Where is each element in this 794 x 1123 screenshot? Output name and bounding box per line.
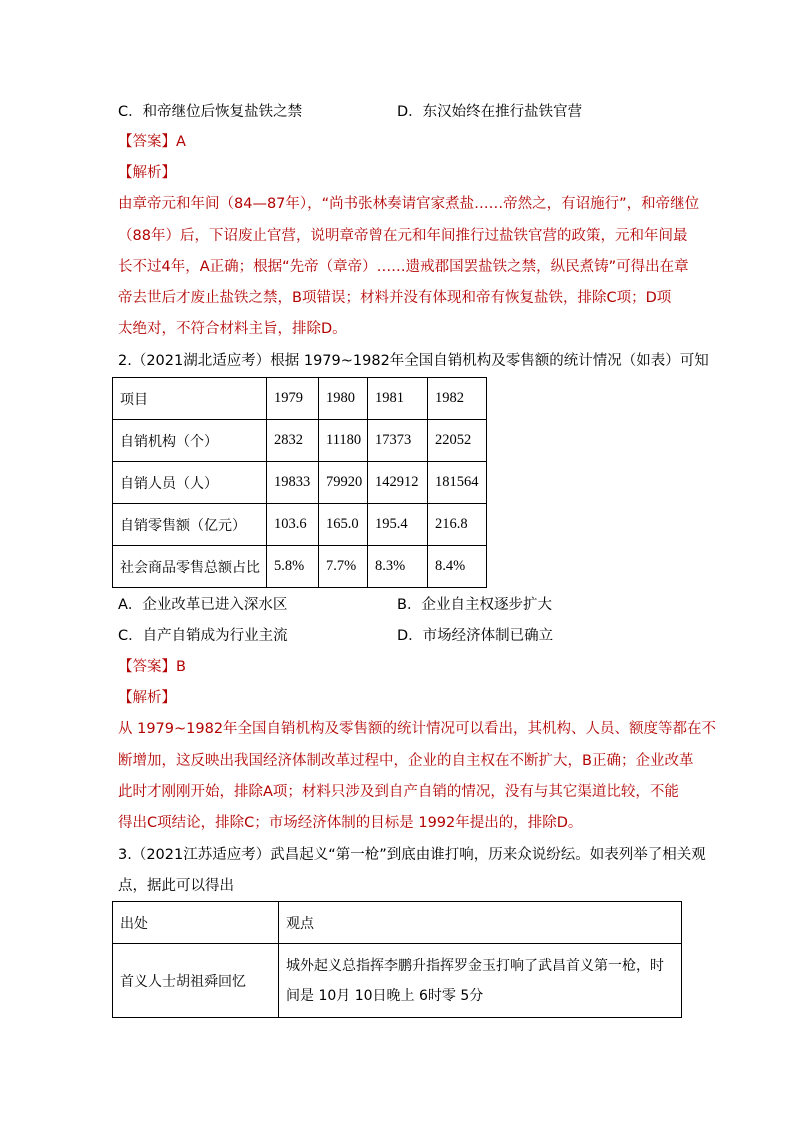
table-cell (279, 944, 682, 1018)
table-cell: 8.3% (368, 546, 428, 588)
table-cell: 自销人员（人） (113, 462, 267, 504)
q2-analysis-line: 此时才刚刚开始，排除A项；材料只涉及到自产自销的情况，没有与其它渠道比较，不能 (118, 784, 679, 800)
table-header-row (113, 378, 487, 420)
q2-table (112, 377, 487, 588)
q2-analysis-line: 从 1979~1982年全国自销机构及零售额的统计情况可以看出，其机构、人员、额度等都在不 (118, 721, 717, 737)
table-cell: 19833 (267, 462, 319, 504)
table-cell-line: 间是 10月 10日晚上 6时零 5分 (286, 987, 484, 1004)
q2-option-c: C．自产自销成为行业主流 (118, 628, 288, 644)
table-cell: 项目 (113, 378, 267, 420)
answer-value: B (176, 659, 186, 675)
table-cell: 17373 (368, 420, 428, 462)
table-header-row (113, 902, 682, 944)
table-cell-line: 城外起义总指挥李鹏升指挥罗金玉打响了武昌首义第一枪，时 (286, 957, 664, 974)
q1-option-c: C．和帝继位后恢复盐铁之禁 (118, 104, 303, 120)
table-cell: 首义人士胡祖舜回忆 (113, 944, 279, 1018)
table-cell: 181564 (428, 462, 487, 504)
table-cell: 103.6 (267, 504, 319, 546)
q3-stem-line: 点，据此可以得出 (118, 878, 234, 894)
table-cell: 79920 (319, 462, 368, 504)
table-row (113, 504, 487, 546)
table-cell: 22052 (428, 420, 487, 462)
table-cell: 142912 (368, 462, 428, 504)
table-row (113, 462, 487, 504)
table-cell: 观点 (279, 902, 682, 944)
table-row (113, 420, 487, 462)
table-cell: 自销零售额（亿元） (113, 504, 267, 546)
q1-analysis-label: 【解析】 (118, 165, 176, 181)
q1-answer (118, 132, 186, 152)
q2-answer (118, 657, 186, 677)
table-cell: 1982 (428, 378, 487, 420)
table-cell: 195.4 (368, 504, 428, 546)
q3-table (112, 901, 682, 1018)
q2-option-a: A．企业改革已进入深水区 (118, 597, 288, 613)
table-cell: 11180 (319, 420, 368, 462)
q2-option-d: D．市场经济体制已确立 (397, 628, 554, 644)
table-cell: 自销机构（个） (113, 420, 267, 462)
table-cell: 2832 (267, 420, 319, 462)
answer-value: A (176, 134, 186, 150)
table-cell: 1979 (267, 378, 319, 420)
q2-analysis-line: 得出C项结论，排除C；市场经济体制的目标是 1992年提出的，排除D。 (118, 815, 583, 831)
q1-option-d: D．东汉始终在推行盐铁官营 (397, 104, 583, 120)
answer-label: 【答案】 (118, 134, 176, 150)
table-cell: 165.0 (319, 504, 368, 546)
q1-analysis-line: 帝去世后才废止盐铁之禁，B项错误；材料并没有体现和帝有恢复盐铁，排除C项；D项 (118, 290, 672, 306)
table-cell: 1981 (368, 378, 428, 420)
q2-analysis-label: 【解析】 (118, 690, 176, 706)
table-cell: 1980 (319, 378, 368, 420)
q1-analysis-line: 由章帝元和年间（84—87年），“尚书张林奏请官家煮盐……帝然之，有诏施行”，和帝继位 (118, 196, 700, 212)
table-cell: 7.7% (319, 546, 368, 588)
table-row (113, 546, 487, 588)
answer-label: 【答案】 (118, 659, 176, 675)
q3-stem-line: 3.（2021江苏适应考）武昌起义“第一枪”到底由谁打响，历来众说纷纭。如表列举了相关观 (118, 847, 706, 863)
table-cell: 216.8 (428, 504, 487, 546)
q1-analysis-line: （88年）后，下诏废止官营，说明章帝曾在元和年间推行过盐铁官营的政策，元和年间最 (118, 228, 688, 244)
table-cell: 出处 (113, 902, 279, 944)
table-cell: 5.8% (267, 546, 319, 588)
q2-stem: 2.（2021湖北适应考）根据 1979~1982年全国自销机构及零售额的统计情况（如表）可知 (118, 353, 709, 369)
table-cell: 8.4% (428, 546, 487, 588)
q2-analysis-line: 断增加，这反映出我国经济体制改革过程中，企业的自主权在不断扩大，B正确；企业改革 (118, 753, 694, 769)
table-row (113, 944, 682, 1018)
q1-analysis-line: 太绝对，不符合材料主旨，排除D。 (118, 321, 347, 337)
q1-analysis-line: 长不过4年，A正确；根据“先帝（章帝）……遗戒郡国罢盐铁之禁，纵民煮铸”可得出在章 (118, 259, 689, 275)
q2-option-b: B．企业自主权逐步扩大 (397, 597, 552, 613)
table-cell: 社会商品零售总额占比 (113, 546, 267, 588)
